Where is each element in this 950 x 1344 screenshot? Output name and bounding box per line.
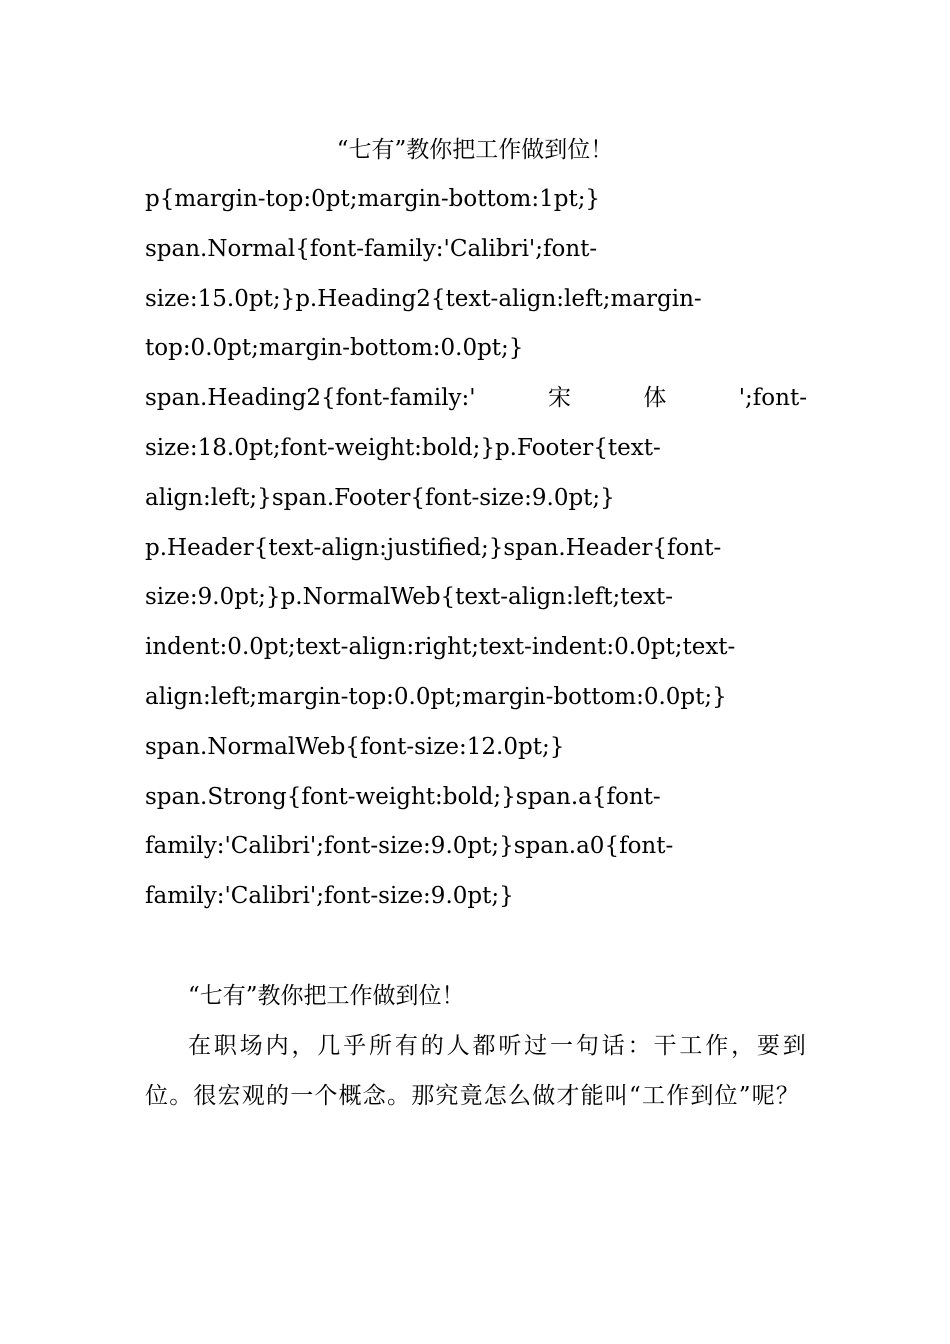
css-line: size:18.0pt;font-weight:bold;}p.Footer{text- xyxy=(145,434,661,461)
css-line: size:15.0pt;}p.Heading2{text-align:left;margin- xyxy=(145,285,702,312)
css-line: span.Normal{font-family:'Calibri';font- xyxy=(145,235,598,262)
css-line: span.Strong{font-weight:bold;}span.a{font- xyxy=(145,783,661,810)
css-fragment: ';font- xyxy=(738,385,807,412)
css-line: family:'Calibri';font-size:9.0pt;}span.a0{font- xyxy=(145,833,674,860)
css-line: align:left;}span.Footer{font-size:9.0pt;} xyxy=(145,484,615,511)
body-paragraph: 在职场内，几乎所有的人都听过一句话：干工作，要到位。很宏观的一个概念。那究竟怎么做才能叫“工作到位”呢？ xyxy=(145,1033,807,1109)
document-title: “七有”教你把工作做到位！ xyxy=(336,137,614,163)
css-line: family:'Calibri';font-size:9.0pt;} xyxy=(145,883,514,910)
css-line: align:left;margin-top:0.0pt;margin-bottom:0.0pt;} xyxy=(145,683,727,710)
css-line: p{margin-top:0pt;margin-bottom:1pt;} xyxy=(145,186,601,212)
css-fragment: 体 xyxy=(643,385,667,412)
css-line-justified xyxy=(145,374,807,424)
css-fragment: 宋 xyxy=(547,385,571,412)
css-line: size:9.0pt;}p.NormalWeb{text-align:left;text- xyxy=(145,584,674,611)
css-line: p.Header{text-align:justified;}span.Header{font- xyxy=(145,534,722,561)
css-line: indent:0.0pt;text-align:right;text-indent:0.0pt;text- xyxy=(145,634,736,661)
css-line: top:0.0pt;margin-bottom:0.0pt;} xyxy=(145,335,524,362)
body-heading: “七有”教你把工作做到位！ xyxy=(188,983,465,1009)
css-fragment: span.Heading2{font-family:' xyxy=(145,385,476,412)
embedded-css-text xyxy=(145,175,807,922)
css-line: span.NormalWeb{font-size:12.0pt;} xyxy=(145,733,565,760)
